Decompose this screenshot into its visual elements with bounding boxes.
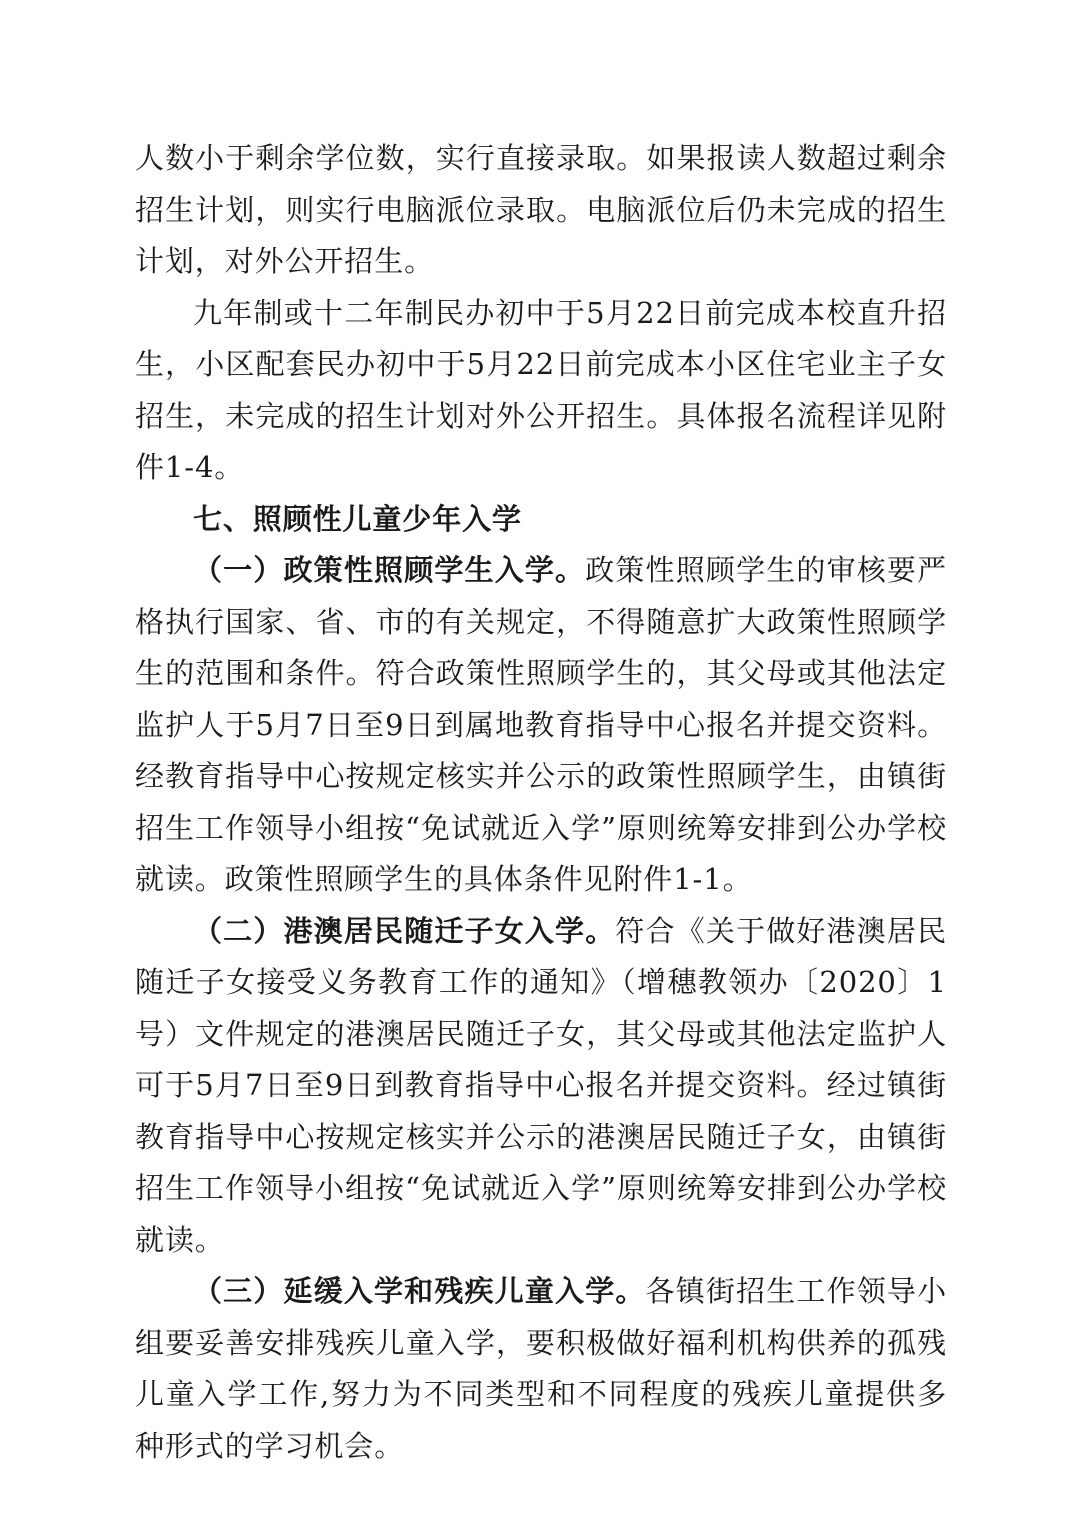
subsection-body: 符合《关于做好港澳居民随迁子女接受义务教育工作的通知》（增穗教领办〔2020〕1号）文件规定的港澳居民随迁子女，其父母或其他法定监护人可于5月7日至9日到教育指导中心报名并提交资料。经过镇街教育指导中心按规定核实并公示的港澳居民随迁子女，由镇街招生工作领导小组按“免试就近入学”原则统筹安排到公办学校就读。 (135, 913, 947, 1257)
paragraph-private-school (135, 288, 947, 494)
subsection-lead: （二）港澳居民随迁子女入学。 (193, 913, 616, 948)
subsection-lead: （三）延缓入学和残疾儿童入学。 (193, 1274, 646, 1308)
subsection-hkmacao (135, 906, 947, 1267)
subsection-body: 政策性照顾学生的审核要严格执行国家、省、市的有关规定，不得随意扩大政策性照顾学生的范围和条件。符合政策性照顾学生的，其父母或其他法定监护人于5月7日至9日到属地教育指导中心报名并提交资料。经教育指导中心按规定核实并公示的政策性照顾学生，由镇街招生工作领导小组按“免试就近入学”原则统筹安排到公办学校就读。政策性照顾学生的具体条件见附件1-1。 (135, 553, 947, 896)
subsection-lead: （一）政策性照顾学生入学。 (193, 553, 586, 587)
subsection-body: 各镇街招生工作领导小组要妥善安排残疾儿童入学，要积极做好福利机构供养的孤残儿童入学工作,努力为不同类型和不同程度的残疾儿童提供多种形式的学习机会。 (135, 1274, 947, 1463)
paragraph-text: 人数小于剩余学位数，实行直接录取。如果报读人数超过剩余招生计划，则实行电脑派位录取。电脑派位后仍未完成的招生计划，对外公开招生。 (135, 141, 947, 278)
paragraph-continuation (135, 133, 947, 288)
subsection-policy (135, 545, 947, 906)
paragraph-text: 九年制或十二年制民办初中于5月22日前完成本校直升招生，小区配套民办初中于5月22日前完成本小区住宅业主子女招生，未完成的招生计划对外公开招生。具体报名流程详见附件1-4。 (135, 295, 947, 484)
document-body (135, 133, 947, 1472)
subsection-disabled (135, 1266, 947, 1472)
section-heading: 七、照顾性儿童少年入学 (193, 501, 522, 536)
